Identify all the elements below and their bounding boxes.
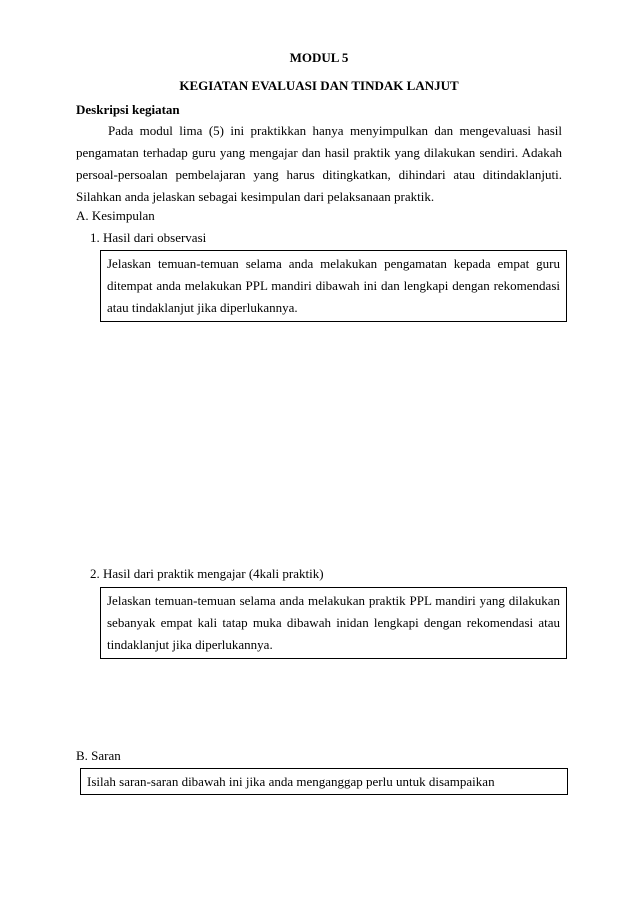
practice-box-line-1: Jelaskan temuan-temuan selama anda melakukan praktik PPL mandiri yang dilakukan: [107, 593, 560, 608]
module-title: MODUL 5: [289, 50, 349, 65]
description-heading: Deskripsi kegiatan: [76, 102, 180, 117]
observation-box-line-3: atau tindaklanjut jika diperlukannya.: [107, 300, 298, 315]
item-2-label: 2. Hasil dari praktik mengajar (4kali praktik): [90, 566, 324, 581]
description-line-1: Pada modul lima (5) ini praktikkan hanya menyimpulkan dan mengevaluasi hasil: [108, 123, 562, 138]
suggestion-instruction-box: [80, 768, 568, 795]
description-paragraph: [76, 120, 562, 208]
observation-box-line-2: ditempat anda melakukan PPL mandiri dibawah ini dan lengkapi dengan rekomendasi: [107, 278, 560, 293]
observation-instruction-box: [100, 250, 567, 322]
section-b-heading: B. Saran: [76, 748, 121, 763]
description-line-2: pengamatan terhadap guru yang mengajar dan hasil praktik yang dilakukan sendiri. Adakah: [76, 145, 562, 160]
suggestion-box-line-1: Isilah saran-saran dibawah ini jika anda menganggap perlu untuk disampaikan: [87, 774, 495, 789]
description-line-3: persoal-persoalan pembelajaran yang harus ditingkatkan, dihindari atau ditindaklanjuti.: [76, 167, 562, 182]
practice-box-line-3: tindaklanjut jika diperlukannya.: [107, 637, 273, 652]
section-a-heading: A. Kesimpulan: [76, 208, 155, 223]
module-subtitle: KEGIATAN EVALUASI DAN TINDAK LANJUT: [179, 78, 459, 93]
item-1-label: 1. Hasil dari observasi: [90, 230, 207, 245]
observation-box-line-1: Jelaskan temuan-temuan selama anda melakukan pengamatan kepada empat guru: [107, 256, 560, 271]
practice-box-line-2: sebanyak empat kali tatap muka dibawah inidan lengkapi dengan rekomendasi atau: [107, 615, 560, 630]
description-line-4: Silahkan anda jelaskan sebagai kesimpulan dari pelaksanaan praktik.: [76, 189, 435, 204]
teaching-practice-instruction-box: [100, 587, 567, 659]
